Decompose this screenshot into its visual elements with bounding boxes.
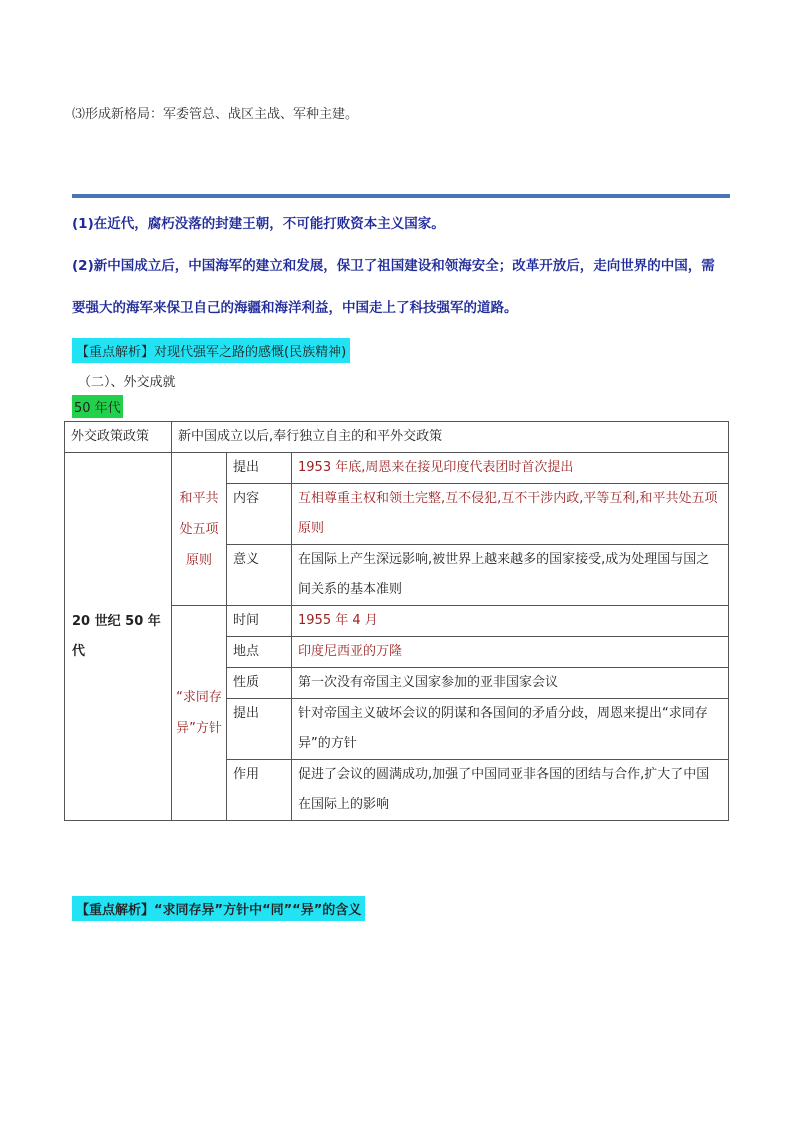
table-row <box>65 422 729 453</box>
group2-row3-value: 第一次没有帝国主义国家参加的亚非国家会议 <box>292 668 729 699</box>
group2-row1-value: 1955 年 4 月 <box>292 606 729 637</box>
group2-row5-label: 作用 <box>227 760 292 821</box>
blue-point-1: (1)在近代，腐朽没落的封建王朝，不可能打败资本主义国家。 <box>72 216 445 232</box>
era-cell: 20 世纪 50 年代 <box>65 453 172 821</box>
era-highlight: 50 年代 <box>72 395 123 418</box>
key-point-banner-1: 【重点解析】对现代强军之路的感慨(民族精神) <box>72 338 350 363</box>
group2-row3-label: 性质 <box>227 668 292 699</box>
group1-row1-value: 1953 年底,周恩来在接见印度代表团时首次提出 <box>292 453 729 484</box>
key-point-banner-2: 【重点解析】“求同存异”方针中“同”“异”的含义 <box>72 896 365 921</box>
header-value-cell: 新中国成立以后,奉行独立自主的和平外交政策 <box>172 422 729 453</box>
group1-row2-label: 内容 <box>227 484 292 545</box>
table-row <box>65 453 729 484</box>
diplomacy-table <box>64 421 729 821</box>
blue-point-2-line-1: (2)新中国成立后，中国海军的建立和发展，保卫了祖国建设和领海安全；改革开放后，走向世界的中国，需 <box>72 258 715 274</box>
group1-row3-value: 在国际上产生深远影响,被世界上越来越多的国家接受,成为处理国与国之间关系的基本准则 <box>292 545 729 606</box>
intro-line-3: ⑶形成新格局：军委管总、战区主战、军种主建。 <box>72 107 359 122</box>
group2-name-cell: “求同存异”方针 <box>172 606 227 821</box>
blue-point-2-line-2: 要强大的海军来保卫自己的海疆和海洋利益，中国走上了科技强军的道路。 <box>72 300 518 316</box>
group1-row1-label: 提出 <box>227 453 292 484</box>
group1-row2-value: 互相尊重主权和领土完整,互不侵犯,互不干涉内政,平等互利,和平共处五项原则 <box>292 484 729 545</box>
group2-row4-label: 提出 <box>227 699 292 760</box>
group2-row1-label: 时间 <box>227 606 292 637</box>
group1-row3-label: 意义 <box>227 545 292 606</box>
group2-row5-value: 促进了会议的圆满成功,加强了中国同亚非各国的团结与合作,扩大了中国在国际上的影响 <box>292 760 729 821</box>
group2-row2-value: 印度尼西亚的万隆 <box>292 637 729 668</box>
section-divider <box>72 194 730 198</box>
group2-row2-label: 地点 <box>227 637 292 668</box>
group2-row4-value: 针对帝国主义破坏会议的阴谋和各国间的矛盾分歧，周恩来提出“求同存异”的方针 <box>292 699 729 760</box>
section-title: （二）、外交成就 <box>78 375 176 390</box>
group1-name-cell: 和平共处五项原则 <box>172 453 227 606</box>
header-label-cell: 外交政策政策 <box>65 422 172 453</box>
